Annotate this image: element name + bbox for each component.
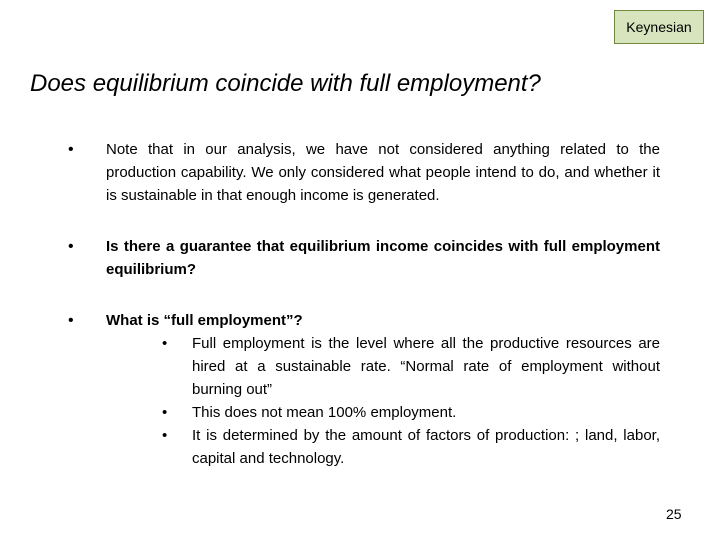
sub-bullet-list	[106, 332, 660, 470]
bullet-list	[68, 138, 660, 498]
bullet-icon: •	[68, 141, 74, 158]
bullet-item-full-employment	[68, 309, 660, 470]
page-number: 25	[666, 506, 682, 522]
sub-bullet-item	[162, 332, 660, 401]
sub-bullet-item	[162, 401, 660, 424]
bullet-item-guarantee-question	[68, 235, 660, 281]
bullet-item-production-capability	[68, 138, 660, 207]
sub-bullet-text: Full employment is the level where all the productive resources are hired at a sustainable rate. “Normal rate of employment without burning out”	[192, 335, 660, 398]
sub-bullet-item	[162, 424, 660, 470]
section-tag: Keynesian	[614, 10, 704, 44]
slide-title: Does equilibrium coincide with full employment?	[30, 70, 541, 97]
sub-bullet-text: It is determined by the amount of factors of production: ; land, labor, capital and technology.	[192, 427, 660, 467]
bullet-icon: •	[162, 335, 168, 352]
sub-bullet-text: This does not mean 100% employment.	[192, 404, 457, 421]
bullet-text: Note that in our analysis, we have not considered anything related to the production capability. We only considered what people intend to do, and whether it is sustainable in that enough income is generated.	[106, 141, 660, 204]
bullet-text: What is “full employment”?	[106, 312, 303, 329]
bullet-text: Is there a guarantee that equilibrium income coincides with full employment equilibrium?	[106, 238, 660, 278]
bullet-icon: •	[68, 312, 74, 329]
bullet-icon: •	[162, 427, 168, 444]
bullet-icon: •	[162, 404, 168, 421]
bullet-icon: •	[68, 238, 74, 255]
